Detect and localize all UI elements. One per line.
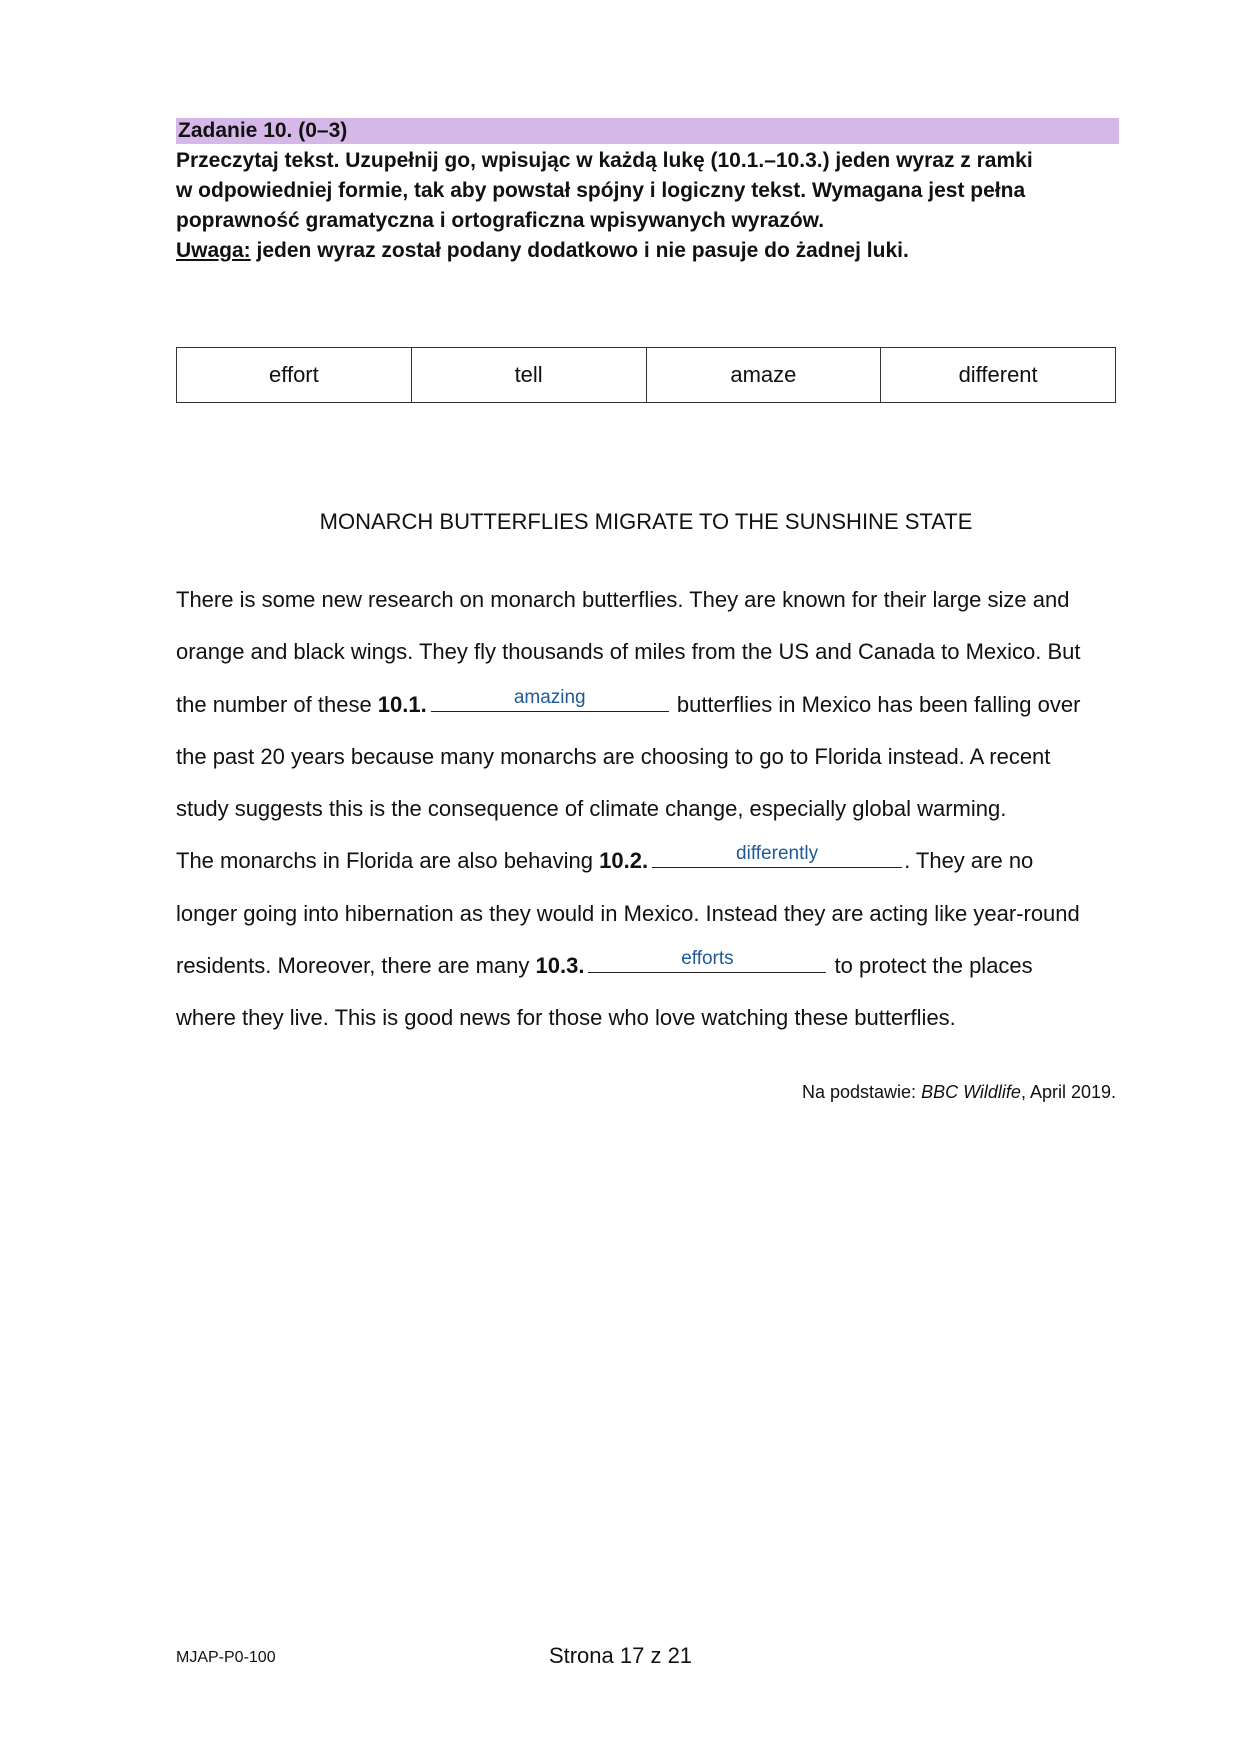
text-line — [176, 687, 1136, 739]
gap-label-10-3: 10.3. — [535, 953, 585, 979]
source-title: BBC Wildlife — [921, 1082, 1021, 1102]
word-box-item: tell — [411, 348, 646, 403]
text-line: study suggests this is the consequence of climate change, especially global warming. — [176, 796, 1007, 822]
source-citation — [802, 1081, 1116, 1103]
exam-code: MJAP-P0-100 — [176, 1649, 276, 1666]
task-instructions — [176, 146, 1136, 266]
source-prefix: Na podstawie: — [801, 1082, 922, 1102]
gap-10-3-blank[interactable] — [588, 950, 826, 973]
article-title: MONARCH BUTTERFLIES MIGRATE TO THE SUNSHINE STATE — [319, 509, 973, 534]
text-line: There is some new research on monarch butterflies. They are known for their large size and — [176, 587, 1070, 612]
instruction-line: w odpowiedniej formie, tak aby powstał spójny i logiczny tekst. Wymagana jest pełna — [176, 179, 1026, 202]
text-line: longer going into hibernation as they would in Mexico. Instead they are acting like year-round — [176, 900, 1080, 926]
instruction-line: Przeczytaj tekst. Uzupełnij go, wpisując w każdą lukę (10.1.–10.3.) jeden wyraz z ramki — [176, 149, 1033, 172]
gap-label-10-2: 10.2. — [599, 848, 649, 874]
task-header: Zadanie 10. (0–3) — [176, 118, 1119, 144]
gap-10-1-blank[interactable] — [431, 686, 669, 712]
instruction-line: poprawność gramatyczna i ortograficzna wpisywanych wyrazów. — [176, 209, 825, 232]
gap-10-1-answer: amazing — [513, 686, 586, 708]
word-box — [176, 347, 1116, 403]
gap-label-10-1: 10.1. — [377, 691, 427, 717]
article-text — [176, 582, 1136, 1053]
note-text: jeden wyraz został podany dodatkowo i nie pasuje do żadnej luki. — [250, 239, 909, 262]
note-label: Uwaga: — [176, 239, 251, 262]
text-segment: butterflies in Mexico has been falling over — [670, 691, 1081, 717]
page-number: Strona 17 z 21 — [548, 1643, 693, 1668]
word-box-item: effort — [177, 348, 412, 403]
text-segment: residents. Moreover, there are many — [176, 953, 536, 979]
text-segment: . They are no — [904, 848, 1034, 874]
text-line — [176, 843, 1136, 895]
gap-10-2-answer: differently — [736, 843, 819, 865]
text-segment: The monarchs in Florida are also behaving — [176, 848, 600, 874]
text-line: the past 20 years because many monarchs are choosing to go to Florida instead. A recent — [176, 743, 1051, 769]
word-box-item: amaze — [646, 348, 881, 403]
text-line: where they live. This is good news for those who love watching these butterflies. — [176, 1005, 956, 1031]
text-segment: the number of these — [176, 691, 378, 717]
instruction-note — [176, 236, 1136, 266]
text-line: orange and black wings. They fly thousands of miles from the US and Canada to Mexico. But — [176, 639, 1081, 665]
word-box-item: different — [881, 348, 1116, 403]
gap-10-2-blank[interactable] — [652, 845, 902, 868]
text-line — [176, 948, 1136, 1000]
text-segment: to protect the places — [828, 953, 1033, 979]
source-suffix: , April 2019. — [1020, 1082, 1116, 1102]
gap-10-3-answer: efforts — [681, 948, 734, 970]
